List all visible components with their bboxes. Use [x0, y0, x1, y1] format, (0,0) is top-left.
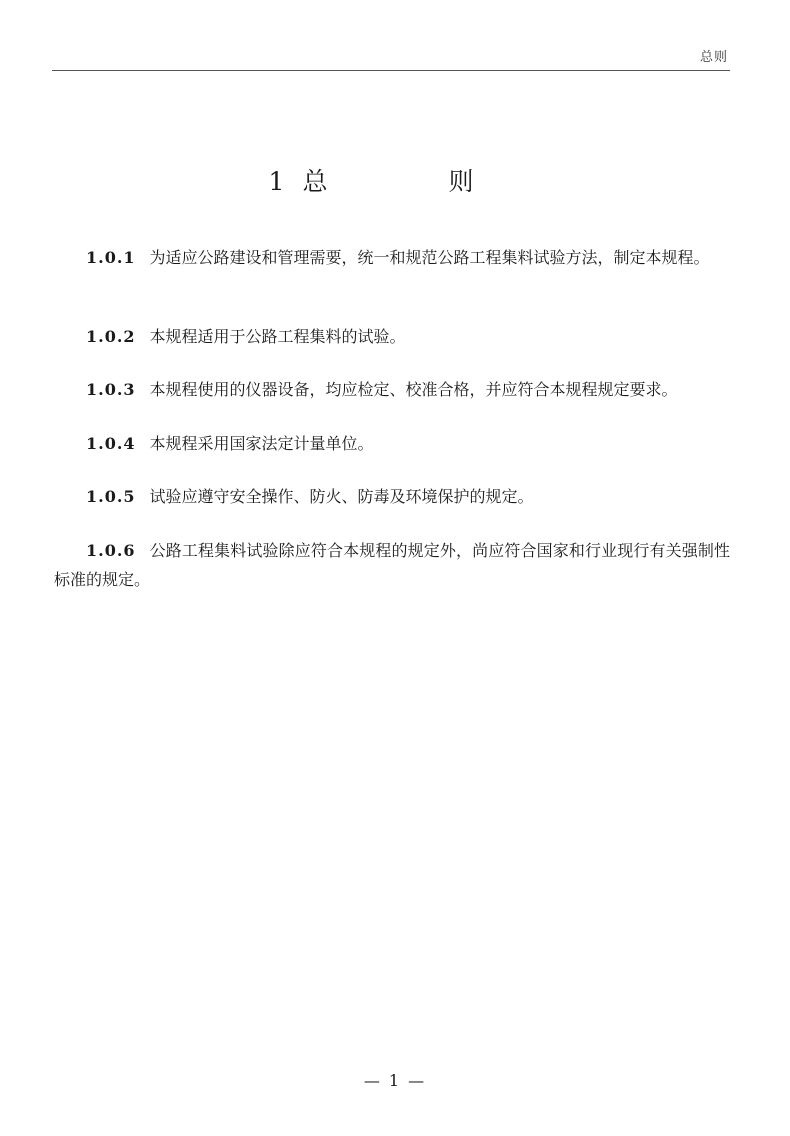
chapter-heading: 总 则 — [302, 167, 522, 196]
clause-number: 1.0.5 — [86, 487, 136, 506]
clause-1-0-3 — [54, 375, 730, 404]
clause-number: 1.0.1 — [86, 248, 136, 267]
clause-number: 1.0.3 — [86, 380, 136, 399]
clause-text: 本规程适用于公路工程集料的试验。 — [149, 327, 406, 346]
chapter-title — [0, 166, 790, 198]
clause-text: 试验应遵守安全操作、防火、防毒及环境保护的规定。 — [149, 487, 534, 506]
clause-1-0-2 — [54, 322, 730, 351]
chapter-number: 1 — [268, 167, 285, 196]
clause-1-0-1 — [54, 243, 730, 272]
clause-text: 为适应公路建设和管理需要，统一和规范公路工程集料试验方法，制定本规程。 — [149, 248, 710, 267]
clause-text: 公路工程集料试验除应符合本规程的规定外，尚应符合国家和行业现行有关强制性标准的规定。 — [54, 541, 730, 589]
clause-number: 1.0.2 — [86, 327, 136, 346]
clause-number: 1.0.4 — [86, 434, 136, 453]
header-rule — [52, 70, 730, 71]
clause-1-0-4 — [54, 429, 730, 458]
clause-1-0-5 — [54, 482, 730, 511]
clause-1-0-6 — [54, 536, 730, 594]
running-head: 总则 — [699, 50, 728, 65]
clause-text: 本规程采用国家法定计量单位。 — [149, 434, 374, 453]
clause-number: 1.0.6 — [86, 541, 136, 560]
clause-text: 本规程使用的仪器设备，均应检定、校准合格，并应符合本规程规定要求。 — [149, 380, 678, 399]
page-number: — 1 — — [363, 1071, 427, 1090]
